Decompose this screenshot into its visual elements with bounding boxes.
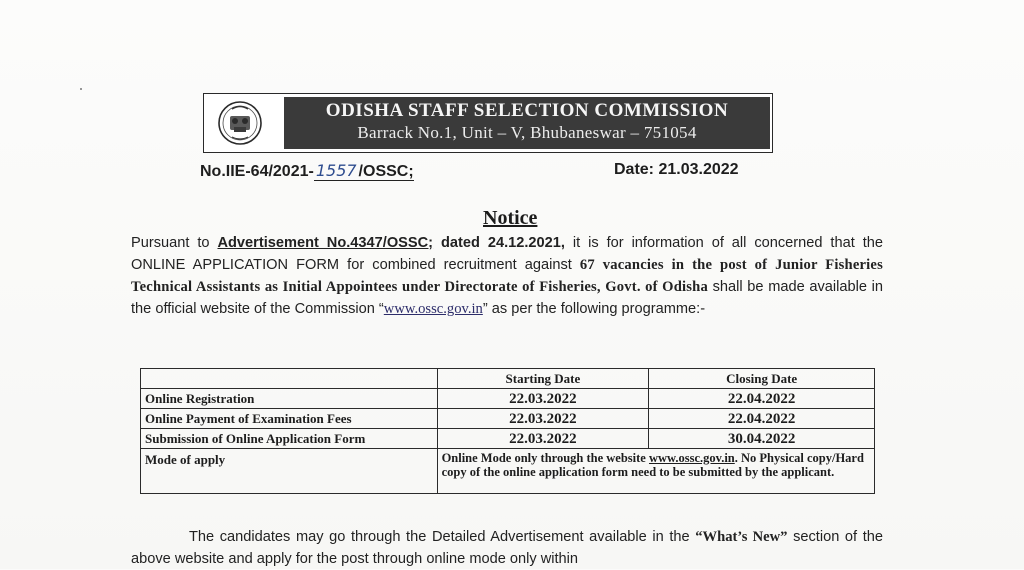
mode-of-apply-row bbox=[141, 449, 875, 494]
closing-text-2: section of the above website and apply for the post through online mode only within bbox=[131, 529, 883, 567]
reference-number bbox=[200, 161, 414, 181]
closing-date: 22.04.2022 bbox=[649, 409, 875, 429]
website-link[interactable]: www.ossc.gov.in bbox=[383, 301, 483, 317]
post-details: 67 vacancies in the post of Junior Fisheries Technical Assistants as Initial Appointees under Directorate of Fisheries, Govt. of Odisha bbox=[131, 257, 883, 295]
scan-speck bbox=[80, 88, 82, 90]
advertisement-reference: Advertisement No.4347/OSSC; bbox=[217, 235, 434, 251]
mode-text-2: . No Physical copy/Hard copy of the online application form need to be submitted by the applicant. bbox=[441, 451, 864, 479]
para-text-3: shall be made available in the official website of the Commission “ bbox=[131, 279, 883, 317]
mode-text-1: Online Mode only through the website bbox=[441, 451, 649, 465]
handwritten-number: 1557 bbox=[315, 161, 357, 180]
header-closing-date: Closing Date bbox=[649, 369, 875, 389]
row-label: Submission of Online Application Form bbox=[141, 429, 438, 449]
header-starting-date: Starting Date bbox=[437, 369, 649, 389]
notice-title: Notice bbox=[483, 207, 538, 229]
para-text-2: it is for information of all concerned that the ONLINE APPLICATION FORM for combined recruitment against bbox=[131, 235, 884, 273]
row-label: Mode of apply bbox=[141, 449, 438, 494]
closing-text-1: The candidates may go through the Detailed Advertisement available in the bbox=[189, 529, 696, 545]
date-value: 21.03.2022 bbox=[658, 161, 739, 178]
para-text-4: ” as per the following programme:- bbox=[482, 301, 706, 317]
row-label: Online Payment of Examination Fees bbox=[141, 409, 438, 429]
starting-date: 22.03.2022 bbox=[437, 389, 649, 409]
date-label: Date: bbox=[614, 161, 655, 178]
mode-of-apply-text bbox=[437, 449, 874, 494]
table-row bbox=[141, 429, 875, 449]
table-header-row bbox=[141, 369, 875, 389]
closing-date: 30.04.2022 bbox=[649, 429, 875, 449]
row-label: Online Registration bbox=[141, 389, 438, 409]
table-row bbox=[141, 409, 875, 429]
advertisement-date: dated 24.12.2021, bbox=[433, 235, 565, 251]
notice-paragraph bbox=[131, 232, 883, 320]
closing-date: 22.04.2022 bbox=[649, 389, 875, 409]
para-text-1: Pursuant to bbox=[131, 235, 218, 251]
letterhead-text-block bbox=[284, 97, 770, 149]
closing-paragraph bbox=[131, 526, 883, 570]
reference-prefix: No.IIE-64/2021- bbox=[200, 163, 314, 180]
table-row bbox=[141, 389, 875, 409]
header-blank bbox=[141, 369, 438, 389]
odisha-state-emblem-icon bbox=[210, 97, 270, 149]
whats-new-section: “What’s New” bbox=[695, 529, 788, 545]
schedule-table bbox=[140, 368, 875, 494]
organization-name: ODISHA STAFF SELECTION COMMISSION bbox=[325, 100, 729, 121]
starting-date: 22.03.2022 bbox=[437, 429, 649, 449]
reference-suffix: /OSSC; bbox=[358, 163, 414, 180]
mode-website-link[interactable]: www.ossc.gov.in bbox=[648, 451, 735, 465]
letterhead-banner bbox=[203, 93, 773, 153]
starting-date: 22.03.2022 bbox=[437, 409, 649, 429]
notice-date bbox=[614, 161, 739, 179]
organization-address: Barrack No.1, Unit – V, Bhubaneswar – 751054 bbox=[357, 123, 697, 142]
